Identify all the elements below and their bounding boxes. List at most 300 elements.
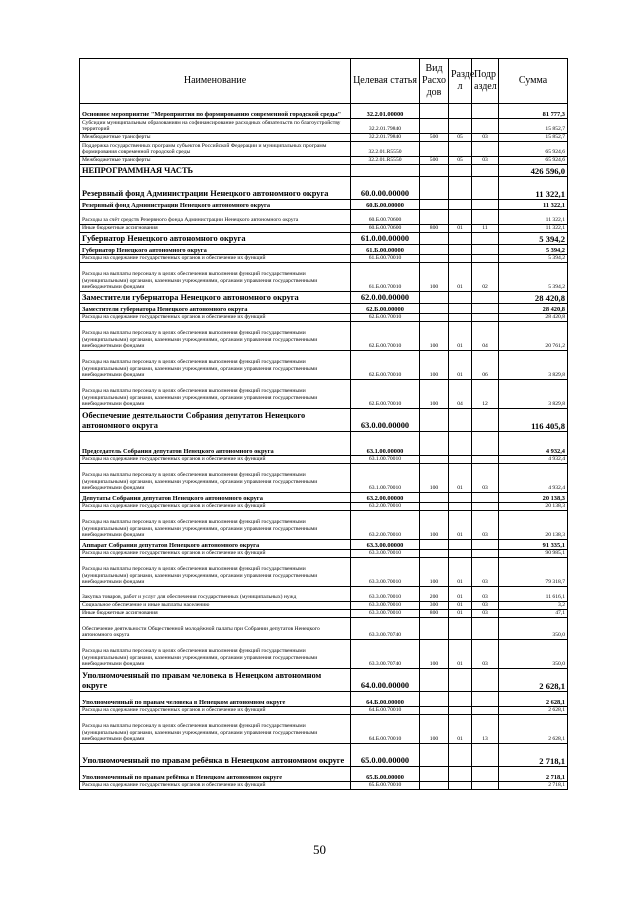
kind-cell <box>420 142 449 157</box>
kind-cell <box>420 692 449 707</box>
name-cell: Расходы на выплаты персоналу в целях обеспечения выполнения функций государственными (муниципальными) органами, казенными учреждениями, органами управления государственными внебюджетными фондами <box>80 263 351 292</box>
table-row <box>80 558 568 587</box>
section-cell <box>449 618 472 640</box>
section-cell <box>449 707 472 715</box>
table-row <box>80 456 568 464</box>
table-row <box>80 503 568 511</box>
name-cell: Расходы на выплаты персоналу в целях обеспечения выполнения функций государственными (муниципальными) органами, казенными учреждениями, органами управления государственными внебюджетными фондами <box>80 380 351 409</box>
column-header-name: Наименование <box>80 59 351 104</box>
table-row <box>80 715 568 744</box>
table-row <box>80 432 568 456</box>
kind-cell: 100 <box>420 380 449 409</box>
section-cell <box>449 409 472 432</box>
sum-cell: 28 420,8 <box>499 292 568 304</box>
sum-cell: 90 985,1 <box>499 550 568 558</box>
name-cell: Расходы на выплаты персоналу в целях обеспечения выполнения функций государственными (муниципальными) органами, казенными учреждениями, органами управления государственными внебюджетными фондами <box>80 511 351 540</box>
subsection-cell <box>472 550 499 558</box>
name-cell: Расходы на содержание государственных органов и обеспечение их функций <box>80 456 351 464</box>
section-cell <box>449 255 472 263</box>
subsection-cell: 12 <box>472 380 499 409</box>
sum-cell: 2 628,1 <box>499 692 568 707</box>
code-cell: 64.0.00.00000 <box>351 669 420 692</box>
name-cell: Расходы на выплаты персоналу в целях обеспечения выполнения функций государственными (муниципальными) органами, казенными учреждениями, органами управления государственными внебюджетными фондами <box>80 558 351 587</box>
table-row <box>80 314 568 322</box>
subsection-cell <box>472 119 499 134</box>
table-row <box>80 744 568 767</box>
section-cell <box>449 314 472 322</box>
section-cell <box>449 782 472 790</box>
name-cell: Иные бюджетные ассигнования <box>80 610 351 618</box>
name-cell: Расходы на выплаты персоналу в целях обеспечения выполнения функций государственными (муниципальными) органами, казенными учреждениями, органами управления государственными внебюджетными фондами <box>80 322 351 351</box>
sum-cell: 2 628,1 <box>499 669 568 692</box>
code-cell: 63.1.00.70010 <box>351 456 420 464</box>
table-row <box>80 602 568 610</box>
section-cell <box>449 142 472 157</box>
sum-cell: 5 394,2 <box>499 263 568 292</box>
sum-cell: 91 335,1 <box>499 540 568 550</box>
section-cell: 01 <box>449 715 472 744</box>
sum-cell: 116 405,8 <box>499 409 568 432</box>
section-cell: 01 <box>449 602 472 610</box>
subsection-cell <box>472 618 499 640</box>
subsection-cell <box>472 255 499 263</box>
table-row <box>80 409 568 432</box>
kind-cell: 500 <box>420 157 449 165</box>
subsection-cell <box>472 104 499 119</box>
subsection-cell: 03 <box>472 511 499 540</box>
table-row <box>80 165 568 177</box>
sum-cell: 2 718,1 <box>499 767 568 782</box>
table-row <box>80 767 568 782</box>
table-row <box>80 104 568 119</box>
section-cell <box>449 432 472 456</box>
kind-cell: 300 <box>420 602 449 610</box>
table-row <box>80 782 568 790</box>
sum-cell: 28 420,8 <box>499 314 568 322</box>
name-cell: Заместители губернатора Ненецкого автономного округа <box>80 292 351 304</box>
name-cell: Уполномоченный по правам ребёнка в Ненецком автономном округе <box>80 767 351 782</box>
name-cell: Губернатор Ненецкого автономного округа <box>80 233 351 245</box>
code-cell: 65.Б.00.00000 <box>351 767 420 782</box>
section-cell: 01 <box>449 511 472 540</box>
column-header-sum: Сумма <box>499 59 568 104</box>
table-row <box>80 157 568 165</box>
section-cell <box>449 210 472 225</box>
sum-cell: 79 318,7 <box>499 558 568 587</box>
section-cell <box>449 744 472 767</box>
kind-cell: 100 <box>420 511 449 540</box>
kind-cell <box>420 200 449 210</box>
kind-cell <box>420 669 449 692</box>
section-cell: 01 <box>449 225 472 233</box>
table-row <box>80 380 568 409</box>
subsection-cell: 03 <box>472 157 499 165</box>
sum-cell: 350,0 <box>499 618 568 640</box>
sum-cell: 4 932,4 <box>499 464 568 493</box>
budget-table <box>79 58 568 790</box>
subsection-cell <box>472 493 499 503</box>
table-row <box>80 610 568 618</box>
name-cell: Расходы на выплаты персоналу в целях обеспечения выполнения функций государственными (муниципальными) органами, казенными учреждениями, органами управления государственными внебюджетными фондами <box>80 640 351 669</box>
name-cell: Уполномоченный по правам ребёнка в Ненецком автономном округе <box>80 744 351 767</box>
code-cell: 63.3.00.00000 <box>351 540 420 550</box>
table-row <box>80 587 568 602</box>
sum-cell: 81 777,3 <box>499 104 568 119</box>
sum-cell: 4 932,4 <box>499 456 568 464</box>
section-cell <box>449 767 472 782</box>
section-cell: 05 <box>449 157 472 165</box>
table-row <box>80 119 568 134</box>
section-cell: 01 <box>449 351 472 380</box>
code-cell: 61.Б.00.70010 <box>351 255 420 263</box>
section-cell <box>449 550 472 558</box>
table-row <box>80 200 568 210</box>
name-cell: Расходы на содержание государственных органов и обеспечение их функций <box>80 314 351 322</box>
code-cell: 65.0.00.00000 <box>351 744 420 767</box>
name-cell: Председатель Собрания депутатов Ненецкого автономного округа <box>80 432 351 456</box>
code-cell: 60.Б.00.00000 <box>351 200 420 210</box>
subsection-cell <box>472 707 499 715</box>
subsection-cell <box>472 304 499 314</box>
code-cell: 62.Б.00.70010 <box>351 314 420 322</box>
sum-cell: 11 322,1 <box>499 225 568 233</box>
table-row <box>80 618 568 640</box>
column-header-article: Целевая статья <box>351 59 420 104</box>
table-row <box>80 177 568 200</box>
sum-cell: 28 420,8 <box>499 304 568 314</box>
section-cell <box>449 493 472 503</box>
code-cell: 65.Б.00.70010 <box>351 782 420 790</box>
sum-cell: 2 718,1 <box>499 744 568 767</box>
subsection-cell <box>472 503 499 511</box>
kind-cell <box>420 540 449 550</box>
name-cell: НЕПРОГРАММНАЯ ЧАСТЬ <box>80 165 351 177</box>
kind-cell <box>420 165 449 177</box>
code-cell: 63.2.00.70010 <box>351 511 420 540</box>
subsection-cell: 03 <box>472 640 499 669</box>
kind-cell <box>420 119 449 134</box>
code-cell: 63.1.00.00000 <box>351 432 420 456</box>
code-cell <box>351 165 420 177</box>
section-cell <box>449 177 472 200</box>
name-cell: Расходы на содержание государственных органов и обеспечение их функций <box>80 782 351 790</box>
sum-cell: 3 829,8 <box>499 351 568 380</box>
subsection-cell <box>472 692 499 707</box>
kind-cell <box>420 493 449 503</box>
code-cell: 64.Б.00.00000 <box>351 692 420 707</box>
section-cell <box>449 540 472 550</box>
name-cell: Основное мероприятие "Мероприятия по формированию современной городской среды" <box>80 104 351 119</box>
table-row <box>80 322 568 351</box>
sum-cell: 20 138,3 <box>499 511 568 540</box>
subsection-cell <box>472 314 499 322</box>
subsection-cell: 03 <box>472 602 499 610</box>
table-row <box>80 669 568 692</box>
table-row <box>80 225 568 233</box>
section-cell <box>449 233 472 245</box>
name-cell: Заместители губернатора Ненецкого автономного округа <box>80 304 351 314</box>
code-cell: 62.Б.00.70010 <box>351 351 420 380</box>
subsection-cell <box>472 233 499 245</box>
code-cell: 63.3.00.70010 <box>351 610 420 618</box>
name-cell: Расходы на выплаты персоналу в целях обеспечения выполнения функций государственными (муниципальными) органами, казенными учреждениями, органами управления государственными внебюджетными фондами <box>80 351 351 380</box>
sum-cell: 2 628,1 <box>499 707 568 715</box>
name-cell: Расходы на выплаты персоналу в целях обеспечения выполнения функций государственными (муниципальными) органами, казенными учреждениями, органами управления государственными внебюджетными фондами <box>80 464 351 493</box>
section-cell: 01 <box>449 263 472 292</box>
column-header-section: Разде л <box>449 59 472 104</box>
sum-cell: 426 596,0 <box>499 165 568 177</box>
section-cell: 01 <box>449 587 472 602</box>
name-cell: Расходы на выплаты персоналу в целях обеспечения выполнения функций государственными (муниципальными) органами, казенными учреждениями, органами управления государственными внебюджетными фондами <box>80 715 351 744</box>
code-cell: 32.2.01.R5550 <box>351 157 420 165</box>
column-header-kind: Вид Расхо дов <box>420 59 449 104</box>
table-row <box>80 210 568 225</box>
subsection-cell <box>472 744 499 767</box>
table-row <box>80 540 568 550</box>
section-cell <box>449 503 472 511</box>
subsection-cell <box>472 200 499 210</box>
section-cell <box>449 669 472 692</box>
code-cell: 60.0.00.00000 <box>351 177 420 200</box>
name-cell: Резервный фонд Администрации Ненецкого автономного округа <box>80 177 351 200</box>
kind-cell <box>420 767 449 782</box>
section-cell: 01 <box>449 558 472 587</box>
section-cell: 01 <box>449 610 472 618</box>
page-number: 50 <box>313 842 326 857</box>
code-cell: 32.2.01.00000 <box>351 104 420 119</box>
subsection-cell <box>472 142 499 157</box>
section-cell: 01 <box>449 640 472 669</box>
sum-cell: 2 718,1 <box>499 782 568 790</box>
code-cell: 64.Б.00.70010 <box>351 715 420 744</box>
kind-cell <box>420 314 449 322</box>
kind-cell <box>420 292 449 304</box>
name-cell: Поддержка государственных программ субъектов Российской Федерации и муниципальных программ формирования современной городской среды <box>80 142 351 157</box>
subsection-cell: 03 <box>472 134 499 142</box>
kind-cell <box>420 550 449 558</box>
name-cell: Обеспечение деятельности Собрания депутатов Ненецкого автономного округа <box>80 409 351 432</box>
section-cell <box>449 104 472 119</box>
sum-cell: 2 628,1 <box>499 715 568 744</box>
kind-cell: 100 <box>420 464 449 493</box>
subsection-cell <box>472 245 499 255</box>
code-cell: 63.3.00.70010 <box>351 558 420 587</box>
table-row <box>80 233 568 245</box>
subsection-cell <box>472 767 499 782</box>
subsection-cell: 13 <box>472 715 499 744</box>
kind-cell <box>420 456 449 464</box>
table-row <box>80 263 568 292</box>
name-cell: Расходы на содержание государственных органов и обеспечение их функций <box>80 707 351 715</box>
kind-cell: 100 <box>420 558 449 587</box>
code-cell: 63.3.00.70740 <box>351 618 420 640</box>
sum-cell: 11 322,1 <box>499 177 568 200</box>
kind-cell: 800 <box>420 610 449 618</box>
name-cell: Уполномоченный по правам человека в Ненецком автономном округе <box>80 669 351 692</box>
kind-cell <box>420 618 449 640</box>
subsection-cell <box>472 177 499 200</box>
sum-cell: 11 322,1 <box>499 210 568 225</box>
subsection-cell: 03 <box>472 464 499 493</box>
name-cell: Аппарат Собрания депутатов Ненецкого автономного округа <box>80 540 351 550</box>
subsection-cell <box>472 669 499 692</box>
subsection-cell <box>472 782 499 790</box>
code-cell: 32.2.01.R5550 <box>351 142 420 157</box>
subsection-cell: 06 <box>472 351 499 380</box>
table-row <box>80 550 568 558</box>
kind-cell <box>420 210 449 225</box>
subsection-cell <box>472 292 499 304</box>
sum-cell: 20 138,3 <box>499 493 568 503</box>
table-row <box>80 351 568 380</box>
code-cell: 63.3.00.70010 <box>351 587 420 602</box>
subsection-cell <box>472 165 499 177</box>
code-cell: 32.2.01.79840 <box>351 119 420 134</box>
name-cell: Депутаты Собрания депутатов Ненецкого автономного округа <box>80 493 351 503</box>
name-cell: Обеспечение деятельности Общественной молодёжной палаты при Собрании депутатов Ненецкого автономного округа <box>80 618 351 640</box>
sum-cell: 11 322,1 <box>499 200 568 210</box>
table-row <box>80 134 568 142</box>
subsection-cell: 03 <box>472 610 499 618</box>
kind-cell <box>420 744 449 767</box>
subsection-cell <box>472 456 499 464</box>
subsection-cell: 04 <box>472 322 499 351</box>
section-cell: 01 <box>449 322 472 351</box>
kind-cell: 800 <box>420 225 449 233</box>
name-cell: Расходы на содержание государственных органов и обеспечение их функций <box>80 503 351 511</box>
table-body <box>80 104 568 790</box>
subsection-cell: 11 <box>472 225 499 233</box>
subsection-cell <box>472 409 499 432</box>
name-cell: Межбюджетные трансферты <box>80 157 351 165</box>
code-cell: 63.2.00.70010 <box>351 503 420 511</box>
table-row <box>80 255 568 263</box>
code-cell: 60.Б.00.70600 <box>351 225 420 233</box>
code-cell: 62.Б.00.70010 <box>351 380 420 409</box>
subsection-cell <box>472 432 499 456</box>
sum-cell: 15 852,7 <box>499 134 568 142</box>
section-cell <box>449 456 472 464</box>
code-cell: 60.Б.00.70600 <box>351 210 420 225</box>
table-row <box>80 292 568 304</box>
table-row <box>80 245 568 255</box>
budget-table-page <box>79 58 567 790</box>
sum-cell: 11 616,1 <box>499 587 568 602</box>
subsection-cell <box>472 540 499 550</box>
code-cell: 64.Б.00.70010 <box>351 707 420 715</box>
code-cell: 63.3.00.70010 <box>351 602 420 610</box>
kind-cell: 200 <box>420 587 449 602</box>
name-cell: Расходы на содержание государственных органов и обеспечение их функций <box>80 255 351 263</box>
sum-cell: 20 138,3 <box>499 503 568 511</box>
sum-cell: 4 932,4 <box>499 432 568 456</box>
code-cell: 63.1.00.70010 <box>351 464 420 493</box>
kind-cell: 100 <box>420 640 449 669</box>
kind-cell <box>420 432 449 456</box>
section-cell <box>449 119 472 134</box>
kind-cell <box>420 233 449 245</box>
sum-cell: 3,2 <box>499 602 568 610</box>
kind-cell <box>420 503 449 511</box>
sum-cell: 47,1 <box>499 610 568 618</box>
table-row <box>80 511 568 540</box>
code-cell: 63.3.00.70740 <box>351 640 420 669</box>
code-cell: 32.2.01.79840 <box>351 134 420 142</box>
table-row <box>80 304 568 314</box>
section-cell <box>449 304 472 314</box>
section-cell <box>449 692 472 707</box>
table-header-row <box>80 59 568 104</box>
kind-cell <box>420 782 449 790</box>
subsection-cell: 03 <box>472 587 499 602</box>
code-cell: 61.Б.00.00000 <box>351 245 420 255</box>
sum-cell: 65 924,6 <box>499 157 568 165</box>
code-cell: 61.Б.00.70010 <box>351 263 420 292</box>
name-cell: Иные бюджетные ассигнования <box>80 225 351 233</box>
name-cell: Субсидии муниципальным образованиям на софинансирование расходных обязательств по благоустройству территорий <box>80 119 351 134</box>
table-row <box>80 692 568 707</box>
sum-cell: 65 924,6 <box>499 142 568 157</box>
sum-cell: 20 761,2 <box>499 322 568 351</box>
kind-cell: 100 <box>420 263 449 292</box>
table-row <box>80 707 568 715</box>
table-row <box>80 493 568 503</box>
section-cell: 01 <box>449 464 472 493</box>
name-cell: Расходы на содержание государственных органов и обеспечение их функций <box>80 550 351 558</box>
kind-cell <box>420 245 449 255</box>
code-cell: 62.Б.00.00000 <box>351 304 420 314</box>
sum-cell: 350,0 <box>499 640 568 669</box>
name-cell: Резервный фонд Администрации Ненецкого автономного округа <box>80 200 351 210</box>
kind-cell <box>420 304 449 314</box>
kind-cell <box>420 255 449 263</box>
kind-cell: 100 <box>420 322 449 351</box>
code-cell: 63.0.00.00000 <box>351 409 420 432</box>
name-cell: Уполномоченный по правам человека в Ненецком автономном округе <box>80 692 351 707</box>
code-cell: 62.0.00.00000 <box>351 292 420 304</box>
name-cell: Закупка товаров, работ и услуг для обеспечения государственных (муниципальных) нужд <box>80 587 351 602</box>
subsection-cell <box>472 210 499 225</box>
kind-cell <box>420 707 449 715</box>
sum-cell: 3 829,8 <box>499 380 568 409</box>
column-header-subsection: Подр аздел <box>472 59 499 104</box>
code-cell: 63.3.00.70010 <box>351 550 420 558</box>
kind-cell <box>420 104 449 119</box>
sum-cell: 15 852,7 <box>499 119 568 134</box>
table-row <box>80 464 568 493</box>
table-row <box>80 640 568 669</box>
subsection-cell: 02 <box>472 263 499 292</box>
code-cell: 61.0.00.00000 <box>351 233 420 245</box>
kind-cell <box>420 409 449 432</box>
name-cell: Расходы за счёт средств Резервного фонда Администрации Ненецкого автономного округа <box>80 210 351 225</box>
section-cell <box>449 245 472 255</box>
code-cell: 63.2.00.00000 <box>351 493 420 503</box>
kind-cell <box>420 177 449 200</box>
name-cell: Межбюджетные трансферты <box>80 134 351 142</box>
section-cell <box>449 200 472 210</box>
name-cell: Губернатор Ненецкого автономного округа <box>80 245 351 255</box>
sum-cell: 5 394,2 <box>499 233 568 245</box>
kind-cell: 100 <box>420 715 449 744</box>
name-cell: Социальное обеспечение и иные выплаты населению <box>80 602 351 610</box>
kind-cell: 500 <box>420 134 449 142</box>
kind-cell: 100 <box>420 351 449 380</box>
section-cell: 04 <box>449 380 472 409</box>
sum-cell: 5 394,2 <box>499 255 568 263</box>
sum-cell: 5 394,2 <box>499 245 568 255</box>
code-cell: 62.Б.00.70010 <box>351 322 420 351</box>
